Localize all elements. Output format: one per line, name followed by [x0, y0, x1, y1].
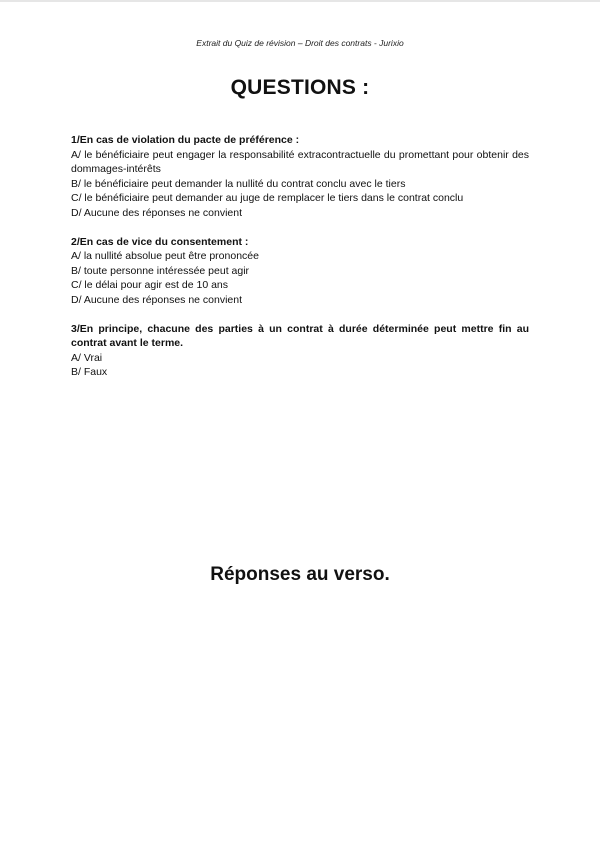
- question-3: [71, 322, 529, 380]
- question-1-option-a: A/ le bénéficiaire peut engager la responsabilité extracontractuelle du promettant pour obtenir des dommages-intérêts: [71, 148, 529, 176]
- question-2: [71, 235, 529, 308]
- question-1-option-c: C/ le bénéficiaire peut demander au juge de remplacer le tiers dans le contrat conclu: [71, 192, 464, 205]
- question-1-title: 1/En cas de violation du pacte de préférence :: [71, 134, 300, 146]
- questions-list: [71, 133, 529, 394]
- page-top-edge: [0, 0, 600, 2]
- question-3-title: 3/En principe, chacune des parties à un contrat à durée déterminée peut mettre fin au contrat avant le terme.: [71, 322, 529, 350]
- answers-note: Réponses au verso.: [210, 564, 390, 585]
- header-note: Extrait du Quiz de révision – Droit des contrats - Jurixio: [196, 38, 404, 48]
- question-2-option-a: A/ la nullité absolue peut être prononcée: [71, 250, 259, 263]
- question-3-option-a: A/ Vrai: [71, 351, 103, 364]
- question-3-option-b: B/ Faux: [71, 366, 108, 379]
- question-1: [71, 133, 529, 221]
- question-2-option-b: B/ toute personne intéressée peut agir: [71, 264, 250, 277]
- question-1-option-d: D/ Aucune des réponses ne convient: [71, 206, 243, 219]
- question-2-option-d: D/ Aucune des réponses ne convient: [71, 293, 243, 306]
- question-2-option-c: C/ le délai pour agir est de 10 ans: [71, 279, 229, 292]
- question-2-title: 2/En cas de vice du consentement :: [71, 235, 249, 248]
- page-title: QUESTIONS :: [230, 76, 370, 99]
- question-1-option-b: B/ le bénéficiaire peut demander la nullité du contrat conclu avec le tiers: [71, 177, 406, 190]
